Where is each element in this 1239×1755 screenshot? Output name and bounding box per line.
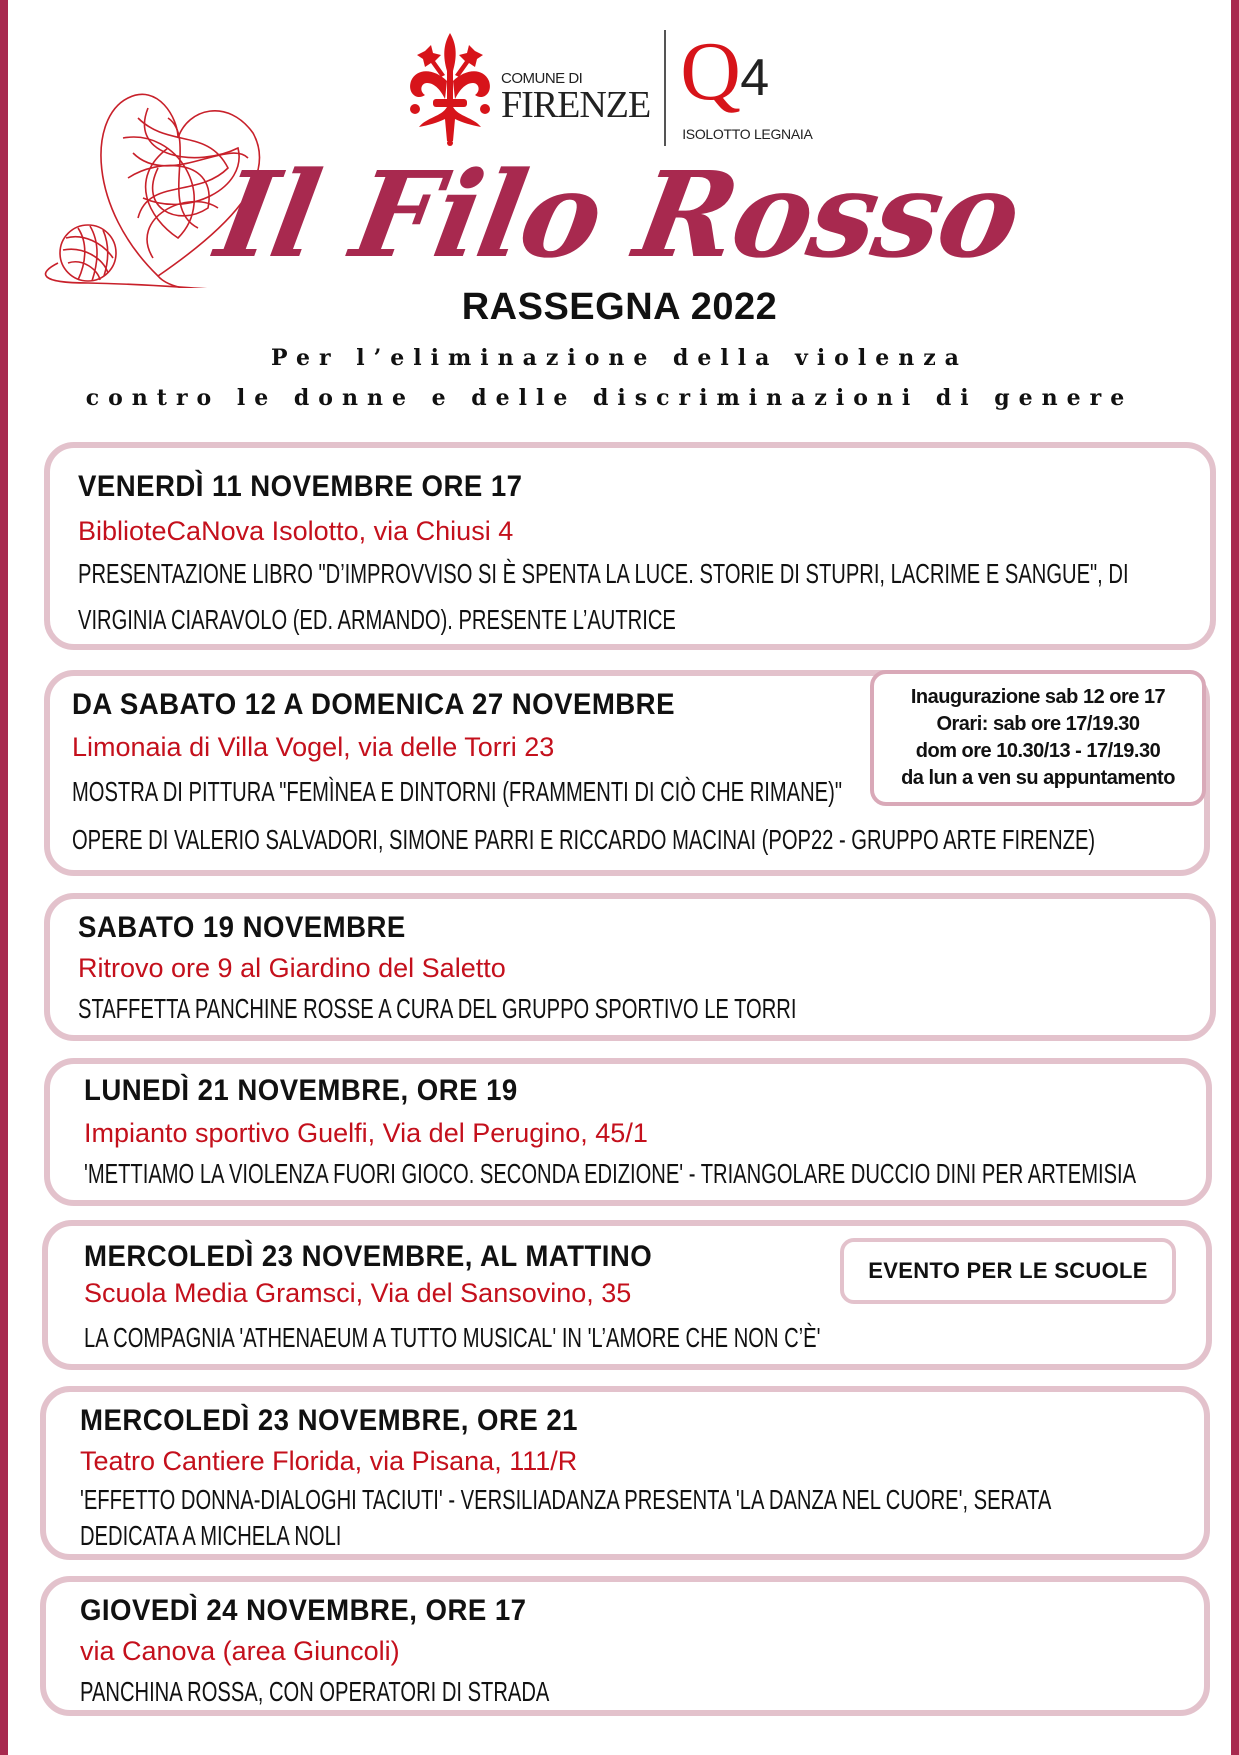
- page-frame-right: [1231, 0, 1239, 1755]
- q4-number: 4: [740, 49, 770, 107]
- page-frame-left: [0, 0, 8, 1755]
- event-date: SABATO 19 NOVEMBRE: [78, 911, 406, 944]
- opening-hours-line: da lun a ven su appuntamento: [901, 767, 1175, 789]
- event-description: 'METTIAMO LA VIOLENZA FUORI GIOCO. SECONDA EDIZIONE' - TRIANGOLARE DUCCIO DINI PER ARTEMISIA: [84, 1158, 1137, 1189]
- event-card: [40, 1576, 1210, 1716]
- event-title: Il Filo Rosso: [207, 145, 1030, 284]
- event-card: [42, 1220, 1212, 1370]
- event-date: MERCOLEDÌ 23 NOVEMBRE, AL MATTINO: [84, 1240, 653, 1273]
- event-description: 'EFFETTO DONNA-DIALOGHI TACIUTI' - VERSILIADANZA PRESENTA 'LA DANZA NEL CUORE', SERATA: [80, 1484, 1052, 1515]
- event-description: VIRGINIA CIARAVOLO (ED. ARMANDO). PRESENTE L’AUTRICE: [78, 604, 676, 635]
- q4-logo: [680, 25, 830, 146]
- event-date: MERCOLEDÌ 23 NOVEMBRE, ORE 21: [80, 1404, 578, 1437]
- comune-label: COMUNE DI: [501, 69, 583, 87]
- event-place: BiblioteCaNova Isolotto, via Chiusi 4: [78, 516, 514, 546]
- comune-di-firenze-logo: [501, 71, 650, 124]
- q4-subtitle: ISOLOTTO LEGNAIA: [682, 126, 813, 142]
- event-place: Ritrovo ore 9 al Giardino del Saletto: [78, 953, 506, 983]
- event-description: MOSTRA DI PITTURA "FEMÌNEA E DINTORNI (FRAMMENTI DI CIÒ CHE RIMANE)": [72, 776, 842, 807]
- logo-divider: [664, 30, 666, 146]
- event-card: [44, 1058, 1212, 1206]
- florence-lily-icon: [405, 31, 495, 146]
- event-card: [44, 670, 1210, 876]
- event-date: VENERDÌ 11 NOVEMBRE ORE 17: [78, 470, 523, 503]
- opening-hours-line: dom ore 10.30/13 - 17/19.30: [915, 740, 1161, 762]
- subtitle-line-2: contro le donne e delle discriminazioni di genere: [85, 385, 1134, 411]
- event-description: PANCHINA ROSSA, CON OPERATORI DI STRADA: [80, 1676, 550, 1707]
- firenze-label: FIRENZE: [501, 83, 651, 126]
- event-date: DA SABATO 12 A DOMENICA 27 NOVEMBRE: [72, 688, 675, 721]
- event-date: LUNEDÌ 21 NOVEMBRE, ORE 19: [84, 1074, 518, 1107]
- event-place: Scuola Media Gramsci, Via del Sansovino, 35: [84, 1278, 632, 1308]
- event-description: DEDICATA A MICHELA NOLI: [80, 1520, 342, 1551]
- header-logos: [405, 25, 830, 148]
- event-description: LA COMPAGNIA 'ATHENAEUM A TUTTO MUSICAL' IN 'L’AMORE CHE NON C’È': [84, 1322, 821, 1353]
- event-date: GIOVEDÌ 24 NOVEMBRE, ORE 17: [80, 1594, 527, 1627]
- event-description: OPERE DI VALERIO SALVADORI, SIMONE PARRI E RICCARDO MACINAI (POP22 - GRUPPO ARTE FIRENZE): [72, 824, 1096, 855]
- event-card: [40, 1386, 1210, 1560]
- event-place: Impianto sportivo Guelfi, Via del Perugino, 45/1: [84, 1118, 648, 1148]
- opening-hours-line: Orari: sab ore 17/19.30: [936, 713, 1140, 735]
- event-card: [44, 442, 1216, 650]
- school-event-badge: EVENTO PER LE SCUOLE: [840, 1238, 1176, 1304]
- q4-letter: Q: [680, 25, 741, 118]
- event-card: [44, 893, 1216, 1041]
- event-place: Limonaia di Villa Vogel, via delle Torri 23: [72, 732, 555, 762]
- event-description: STAFFETTA PANCHINE ROSSE A CURA DEL GRUPPO SPORTIVO LE TORRI: [78, 993, 797, 1024]
- opening-hours-line: Inaugurazione sab 12 ore 17: [910, 686, 1166, 708]
- subtitle-line-1: Per l’eliminazione della violenza: [271, 345, 968, 371]
- event-description: PRESENTAZIONE LIBRO "D’IMPROVVISO SI È SPENTA LA LUCE. STORIE DI STUPRI, LACRIME E SANGUE", DI: [78, 558, 1129, 589]
- event-place: Teatro Cantiere Florida, via Pisana, 111/R: [80, 1446, 578, 1476]
- opening-hours-box: [870, 670, 1206, 806]
- event-place: via Canova (area Giuncoli): [80, 1636, 400, 1666]
- rassegna-heading: RASSEGNA 2022: [461, 286, 778, 328]
